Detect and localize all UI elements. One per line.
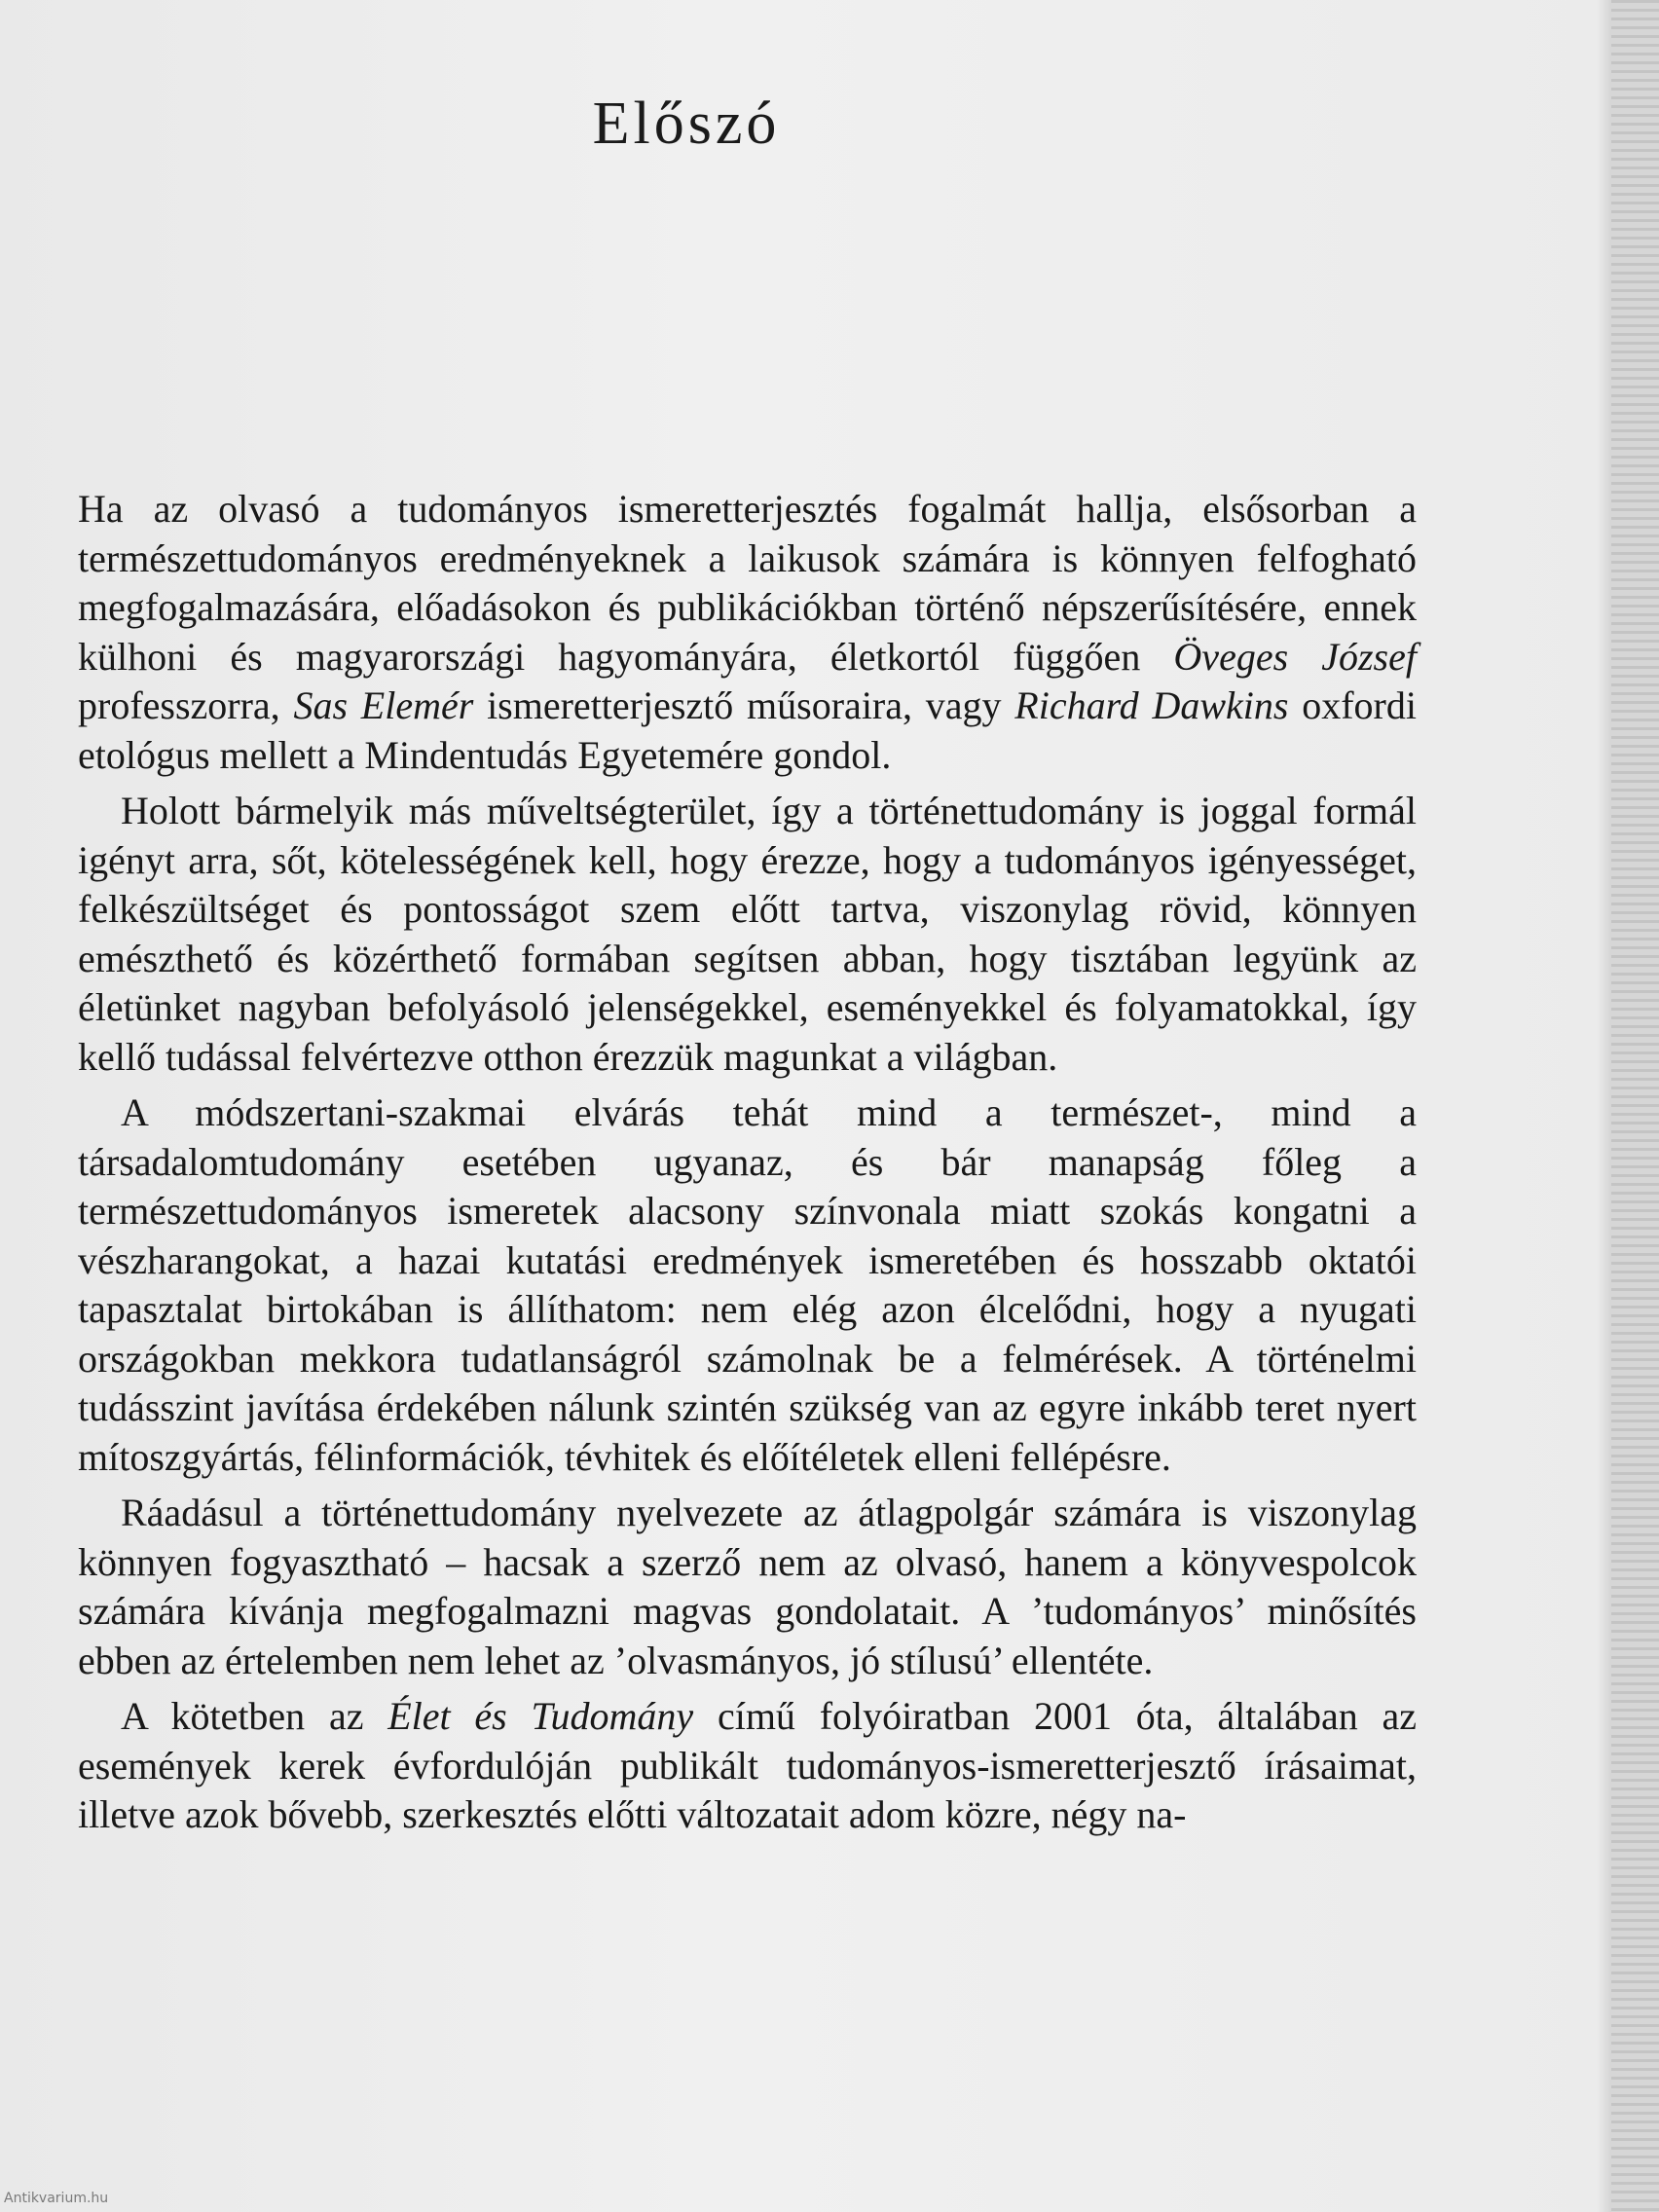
watermark: Antikvarium.hu	[4, 2191, 109, 2206]
paragraph-1-text-d: oxfordi etológus mellett a Mindentudás Egyetemére gondol.	[78, 683, 1417, 777]
paragraph-1-text-b: professzorra,	[78, 683, 294, 727]
paragraph-1-italic-dawkins: Richard Dawkins	[1014, 683, 1289, 727]
paragraph-1-italic-sas: Sas Elemér	[293, 683, 474, 727]
paragraph-1	[78, 485, 1417, 780]
paragraph-5-text-a: A kötetben az	[121, 1694, 388, 1738]
paragraph-2: Holott bármelyik más műveltségterület, így a történettudomány is joggal formál igényt arra, sőt, kötelességének kell, hogy érezze, hogy a tudományos igényességet, felkészültséget és pontosságot szem előtt tartva, viszonylag rövid, könnyen emészthető és közérthető formában segítsen abban, hogy tisztában legyünk az életünket nagyban befolyásoló jelenségekkel, eseményekkel és folyamatokkal, így kellő tudással felvértezve otthon érezzük magunkat a világban.	[78, 789, 1417, 1079]
paragraph-5-text-b: című folyóiratban 2001 óta, általában az események kerek évfordulóján publikált tudományos-ismeretterjesztő írásaimat, illetve azok bővebb, szerkesztés előtti változatait adom közre, négy na-	[78, 1694, 1417, 1836]
paragraph-5	[78, 1692, 1417, 1840]
paragraph-1-text-a: Ha az olvasó a tudományos ismeretterjesztés fogalmát hallja, elsősorban a természettudományos eredményeknek a laikusok számára is könnyen felfogható megfogalmazására, előadásokon és publikációkban történő népszerűsítésére, ennek külhoni és magyarországi hagyományára, életkortól függően	[78, 487, 1417, 679]
body-text	[78, 485, 1417, 1847]
paragraph-1-text-c: ismeretterjesztő műsoraira, vagy	[473, 683, 1015, 727]
page-title: Előszó	[592, 91, 781, 157]
paragraph-4: Ráadásul a történettudomány nyelvezete az átlagpolgár számára is viszonylag könnyen fogyasztható – hacsak a szerző nem az olvasó, hanem a könyvespolcok számára kívánja megfogalmazni magvas gondolatait. A ’tudományos’ minősítés ebben az értelemben nem lehet az ’olvasmányos, jó stílusú’ ellentéte.	[78, 1491, 1417, 1682]
paragraph-1-italic-oveges: Öveges József	[1173, 634, 1417, 679]
book-page-edges	[1611, 0, 1659, 2212]
paragraph-5-italic-journal: Élet és Tudomány	[387, 1694, 694, 1738]
page-edge-shadow	[1597, 0, 1612, 2212]
paragraph-3: A módszertani-szakmai elvárás tehát mind a természet-, mind a társadalomtudomány esetében ugyanaz, és bár manapság főleg a természettudományos ismeretek alacsony színvonala miatt szokás kongatni a vészharangokat, a hazai kutatási eredmények ismeretében és hosszabb oktatói tapasztalat birtokában is állíthatom: nem elég azon élcelődni, hogy a nyugati országokban mekkora tudatlanságról számolnak be a felmérések. A történelmi tudásszint javítása érdekében nálunk szintén szükség van az egyre inkább teret nyert mítoszgyártás, félinformációk, tévhitek és előítéletek elleni fellépésre.	[78, 1090, 1417, 1479]
